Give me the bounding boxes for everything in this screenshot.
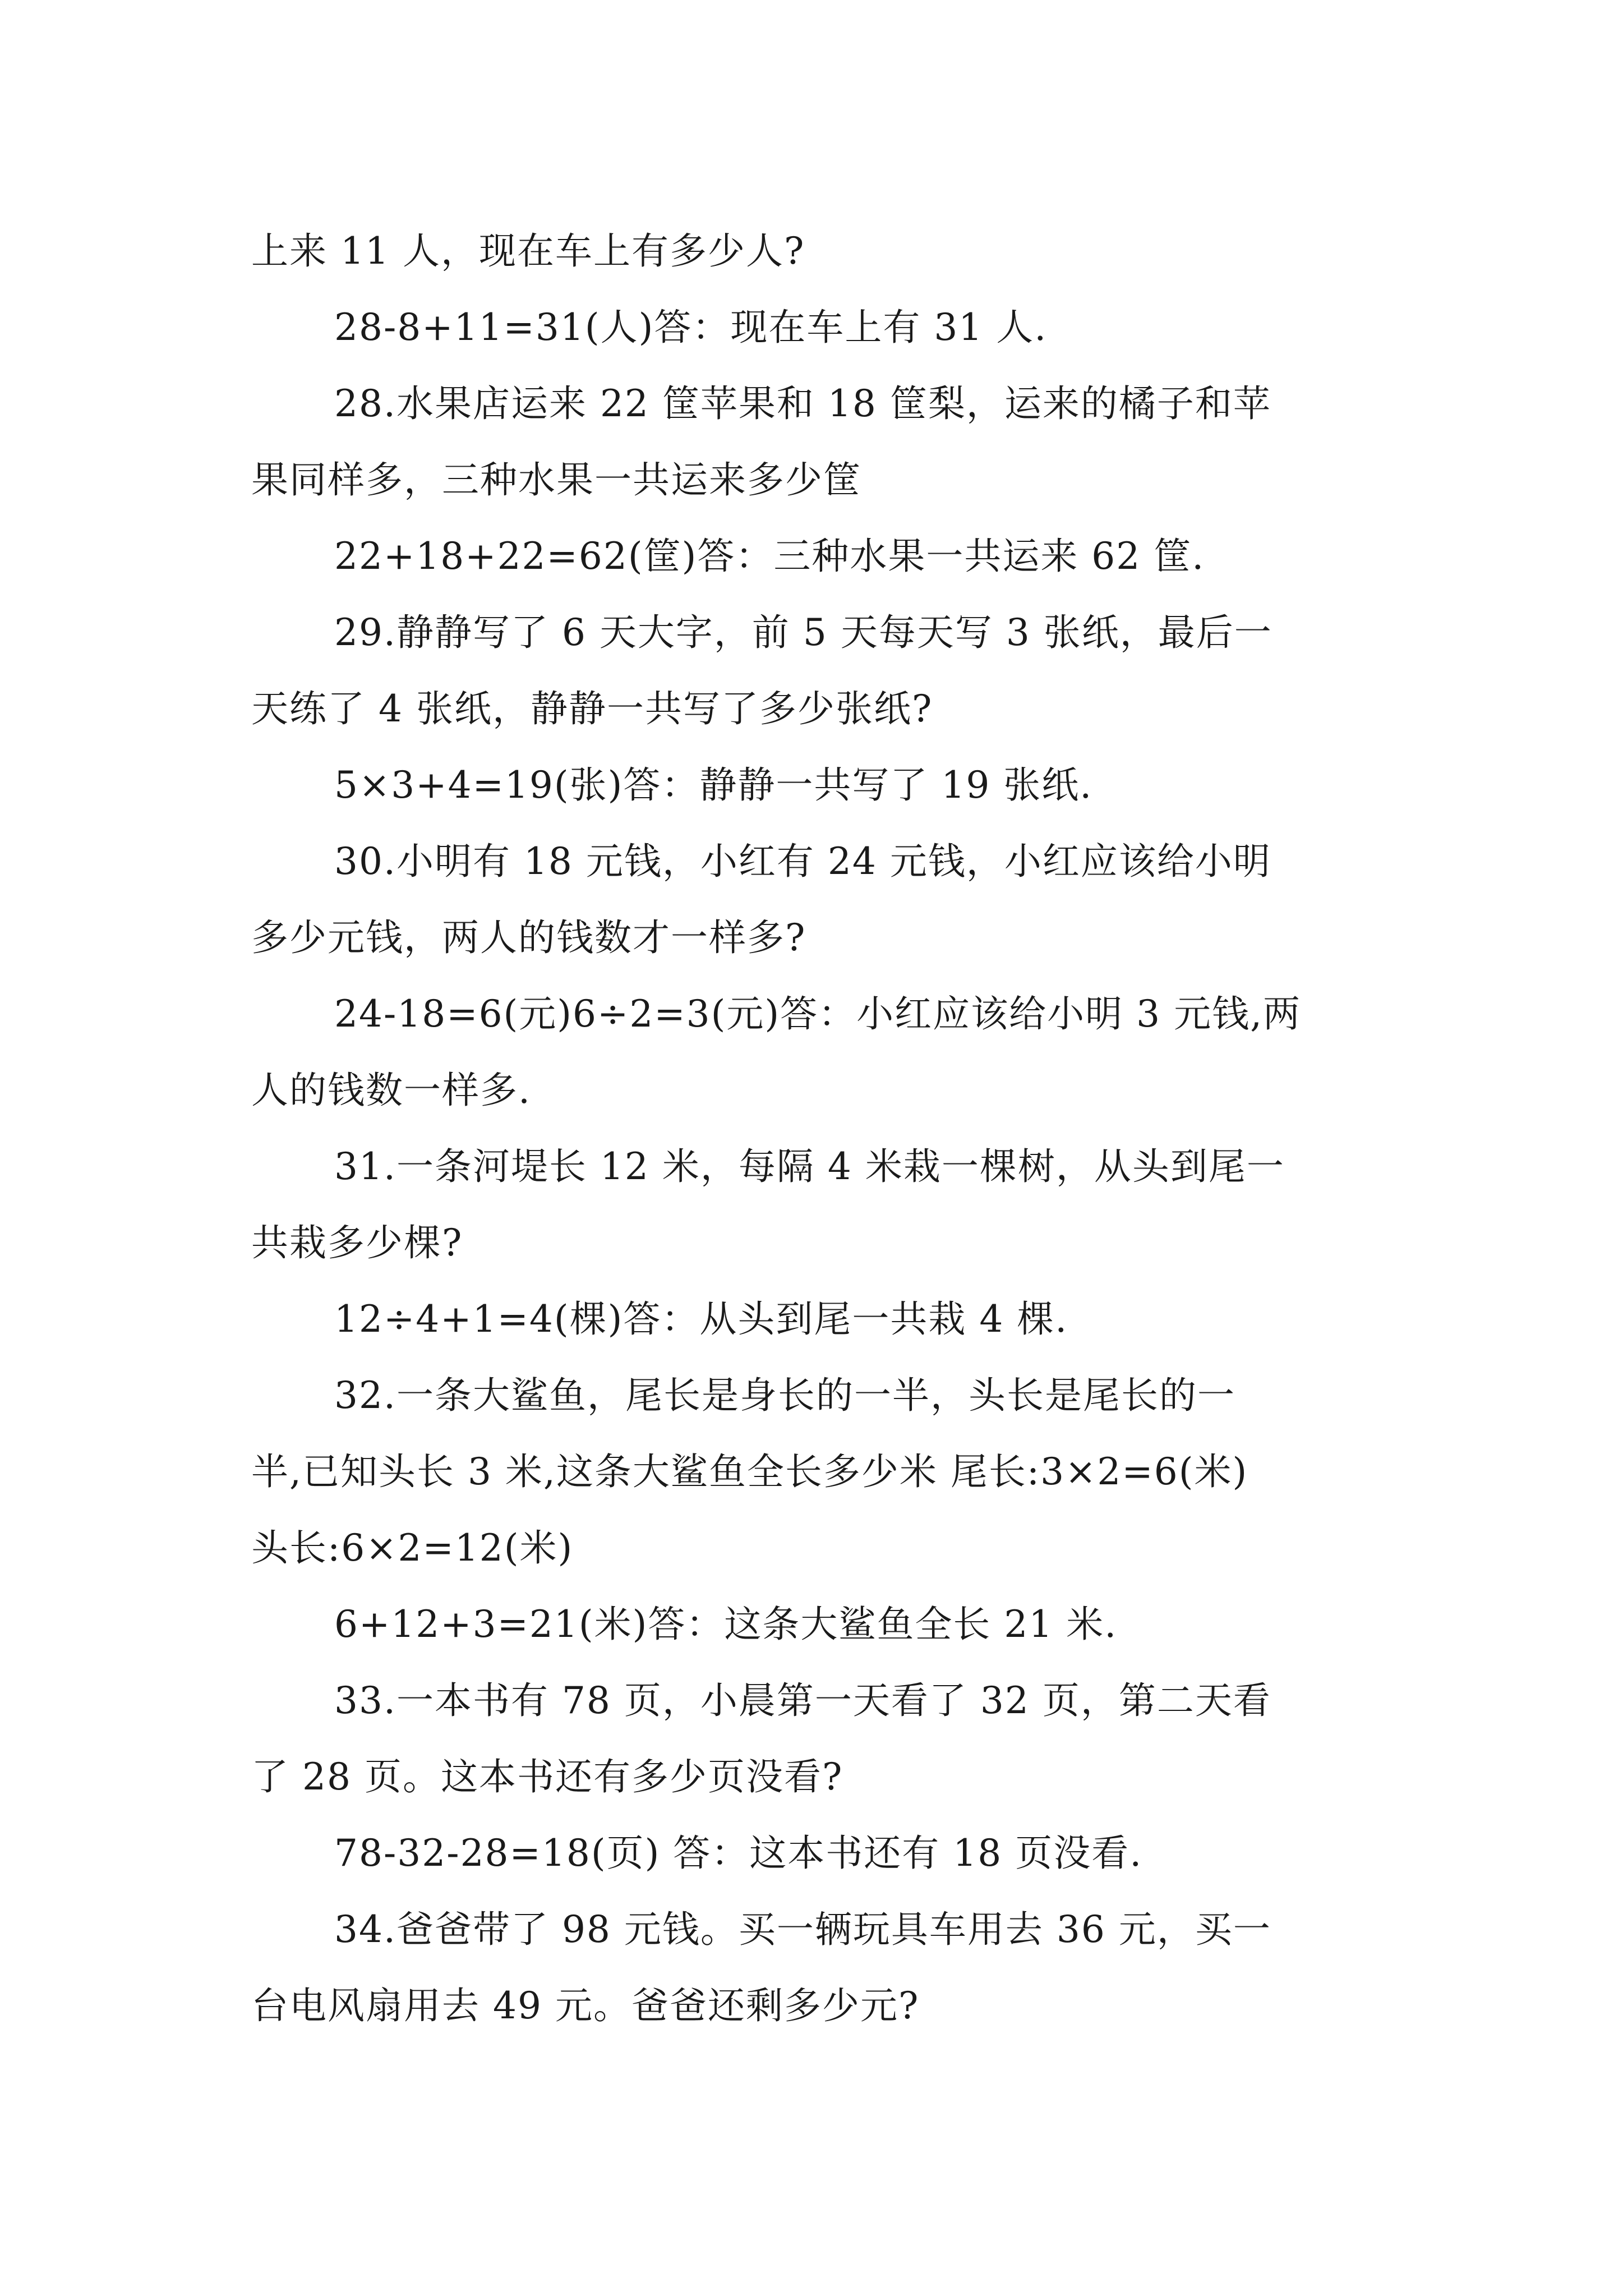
question-line: 31.一条河堤长 12 米，每隔 4 米栽一棵树，从头到尾一 xyxy=(334,1145,1285,1188)
question-line: 30.小明有 18 元钱，小红有 24 元钱，小红应该给小明 xyxy=(334,840,1271,883)
answer-line: 28-8+11=31(人)答：现在车上有 31 人. xyxy=(334,306,1048,349)
text-line: 头长:6×2=12(米) xyxy=(251,1526,574,1570)
text-line: 果同样多，三种水果一共运来多少筐 xyxy=(251,458,861,501)
answer-line: 12÷4+1=4(棵)答：从头到尾一共栽 4 棵. xyxy=(334,1297,1068,1341)
text-line: 台电风扇用去 49 元。爸爸还剩多少元? xyxy=(251,1984,920,2027)
answer-line: 5×3+4=19(张)答：静静一共写了 19 张纸. xyxy=(334,763,1093,807)
document-page xyxy=(251,213,1373,2044)
text-line: 上来 11 人，现在车上有多少人? xyxy=(251,229,805,273)
text-line: 半,已知头长 3 米,这条大鲨鱼全长多少米 尾长:3×2=6(米) xyxy=(251,1450,1248,1493)
question-line: 29.静静写了 6 天大字，前 5 天每天写 3 张纸，最后一 xyxy=(334,611,1272,654)
text-line: 了 28 页。这本书还有多少页没看? xyxy=(251,1755,843,1798)
text-line: 多少元钱，两人的钱数才一样多? xyxy=(251,916,806,959)
question-line: 33.一本书有 78 页，小晨第一天看了 32 页，第二天看 xyxy=(334,1679,1271,1722)
question-line: 28.水果店运来 22 筐苹果和 18 筐梨，运来的橘子和苹 xyxy=(334,382,1271,425)
text-line: 共栽多少棵? xyxy=(251,1221,463,1264)
answer-line: 78-32-28=18(页) 答：这本书还有 18 页没看. xyxy=(334,1832,1143,1875)
answer-line: 22+18+22=62(筐)答：三种水果一共运来 62 筐. xyxy=(334,535,1205,578)
question-line: 32.一条大鲨鱼，尾长是身长的一半，头长是尾长的一 xyxy=(334,1374,1235,1417)
text-line: 人的钱数一样多. xyxy=(251,1069,531,1112)
answer-line: 6+12+3=21(米)答：这条大鲨鱼全长 21 米. xyxy=(334,1603,1118,1646)
question-line: 34.爸爸带了 98 元钱。买一辆玩具车用去 36 元，买一 xyxy=(334,1908,1271,1951)
answer-line: 24-18=6(元)6÷2=3(元)答：小红应该给小明 3 元钱,两 xyxy=(334,992,1302,1036)
text-line: 天练了 4 张纸，静静一共写了多少张纸? xyxy=(251,687,933,730)
